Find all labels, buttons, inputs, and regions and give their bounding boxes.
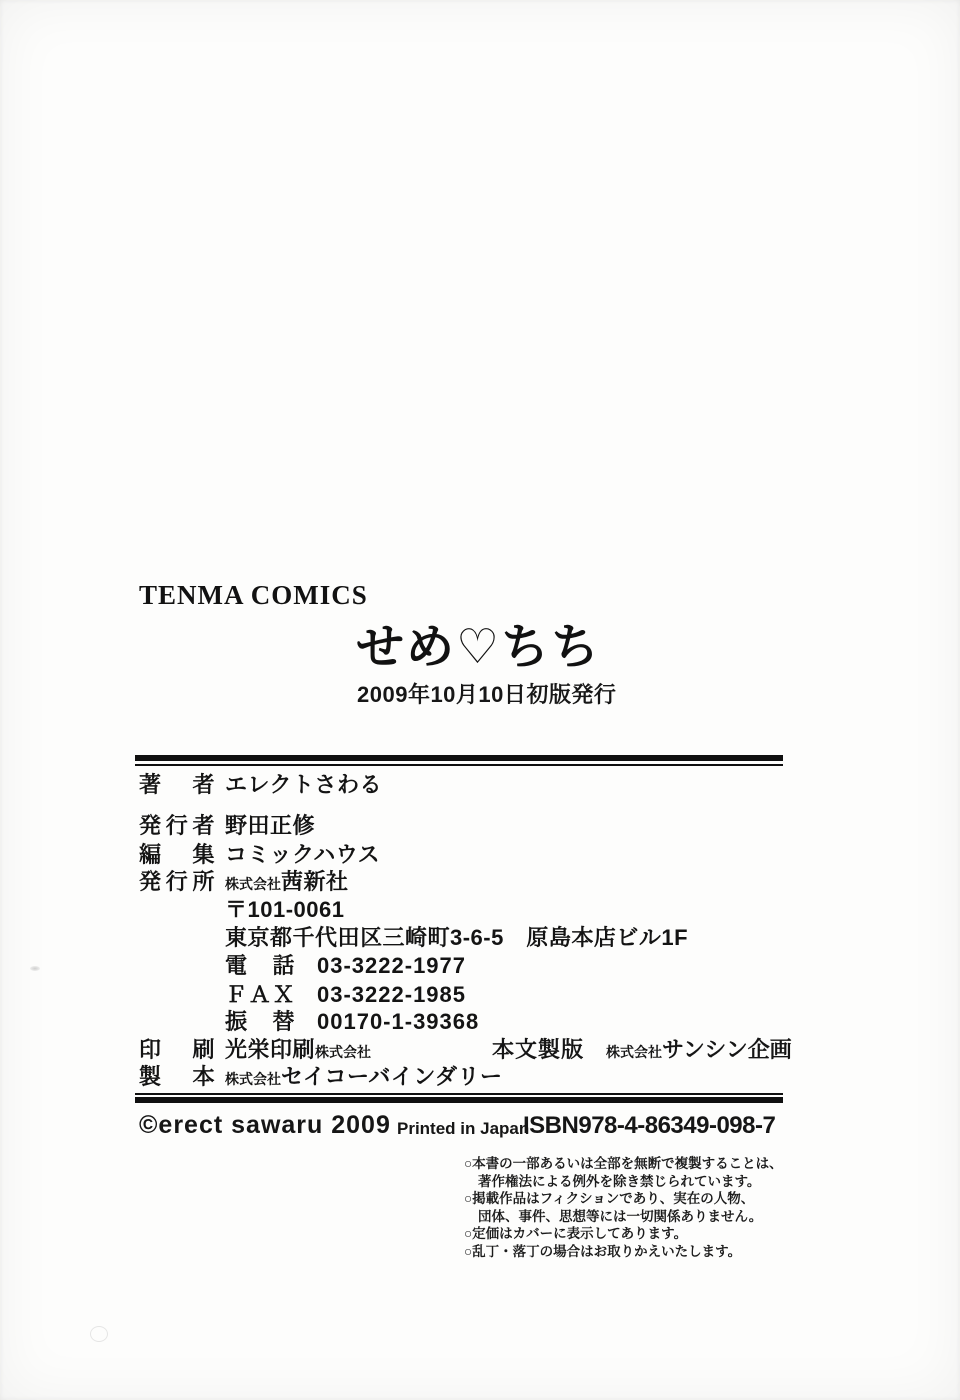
transfer-label: 振 替 xyxy=(225,1009,295,1034)
publisher-row xyxy=(139,809,315,840)
typesetting-company-prefix: 株式会社 xyxy=(606,1044,662,1060)
transfer-row xyxy=(225,1005,479,1036)
publishing-office-value: 茜新社 xyxy=(281,869,349,894)
printing-label: 印 刷 xyxy=(139,1037,215,1062)
printing-company-suffix: 株式会社 xyxy=(315,1044,372,1060)
company-prefix: 株式会社 xyxy=(225,876,281,892)
publisher-label: 発行者 xyxy=(139,813,215,838)
binding-company-prefix: 株式会社 xyxy=(225,1071,281,1087)
fax-number: 03-3222-1985 xyxy=(317,982,467,1007)
binding-row xyxy=(139,1060,502,1091)
transfer-number: 00170-1-39368 xyxy=(317,1009,480,1034)
phone-number: 03-3222-1977 xyxy=(317,953,467,978)
bottom-rule-thin xyxy=(135,1093,783,1095)
fax-label: ＦＡＸ xyxy=(225,982,295,1007)
author-row xyxy=(139,768,382,799)
notice-line: ○本書の一部あるいは全部を無断で複製することは、 xyxy=(464,1156,783,1171)
notice-line: 団体、事件、思想等には一切関係ありません。 xyxy=(478,1208,763,1224)
editing-label: 編 集 xyxy=(139,842,215,867)
top-rule-thin xyxy=(135,764,783,766)
typesetting-company xyxy=(606,1033,792,1064)
top-rule-thick xyxy=(135,755,783,761)
book-title: せめ♡ちち xyxy=(356,621,602,674)
author-value: エレクトさわる xyxy=(225,772,383,797)
typesetting-label: 本文製版 xyxy=(492,1037,585,1062)
notice-line: ○掲載作品はフィクションであり、実在の人物、 xyxy=(464,1191,755,1206)
postal-code-row xyxy=(225,893,344,924)
printed-in-japan: Printed in Japan xyxy=(397,1119,530,1138)
scan-speck xyxy=(30,966,40,971)
address-row xyxy=(225,921,688,952)
binding-company-name: セイコーバインダリー xyxy=(281,1064,503,1089)
isbn-number: ISBN978-4-86349-098-7 xyxy=(523,1112,776,1139)
binding-label: 製 本 xyxy=(139,1064,215,1089)
printing-company: 光栄印刷 xyxy=(225,1037,316,1062)
notice-line: ○定価はカバーに表示してあります。 xyxy=(464,1226,688,1241)
address: 東京都千代田区三崎町3-6-5 原島本店ビル1F xyxy=(225,925,689,950)
legal-notices xyxy=(464,1155,809,1260)
notice-line: ○乱丁・落丁の場合はお取りかえいたします。 xyxy=(464,1243,742,1259)
publishing-office-row xyxy=(139,865,349,896)
imprint-label: TENMA COMICS xyxy=(139,580,368,610)
postal-code: 〒101-0061 xyxy=(225,897,345,922)
edition-date: 2009年10月10日初版発行 xyxy=(357,682,617,707)
typesetting-company-name: サンシン企画 xyxy=(662,1037,792,1062)
publisher-value: 野田正修 xyxy=(225,813,316,838)
copyright-notice: ©erect sawaru 2009 xyxy=(139,1111,391,1139)
phone-label: 電 話 xyxy=(225,953,295,978)
notice-line: 著作権法による例外を除き禁じられています。 xyxy=(478,1173,761,1189)
editing-value: コミックハウス xyxy=(225,842,381,867)
bottom-rule-thick xyxy=(135,1097,783,1103)
author-label: 著 者 xyxy=(139,772,215,797)
scan-speck xyxy=(90,1326,108,1342)
publishing-office-label: 発行所 xyxy=(139,869,215,894)
phone-row xyxy=(225,949,466,980)
